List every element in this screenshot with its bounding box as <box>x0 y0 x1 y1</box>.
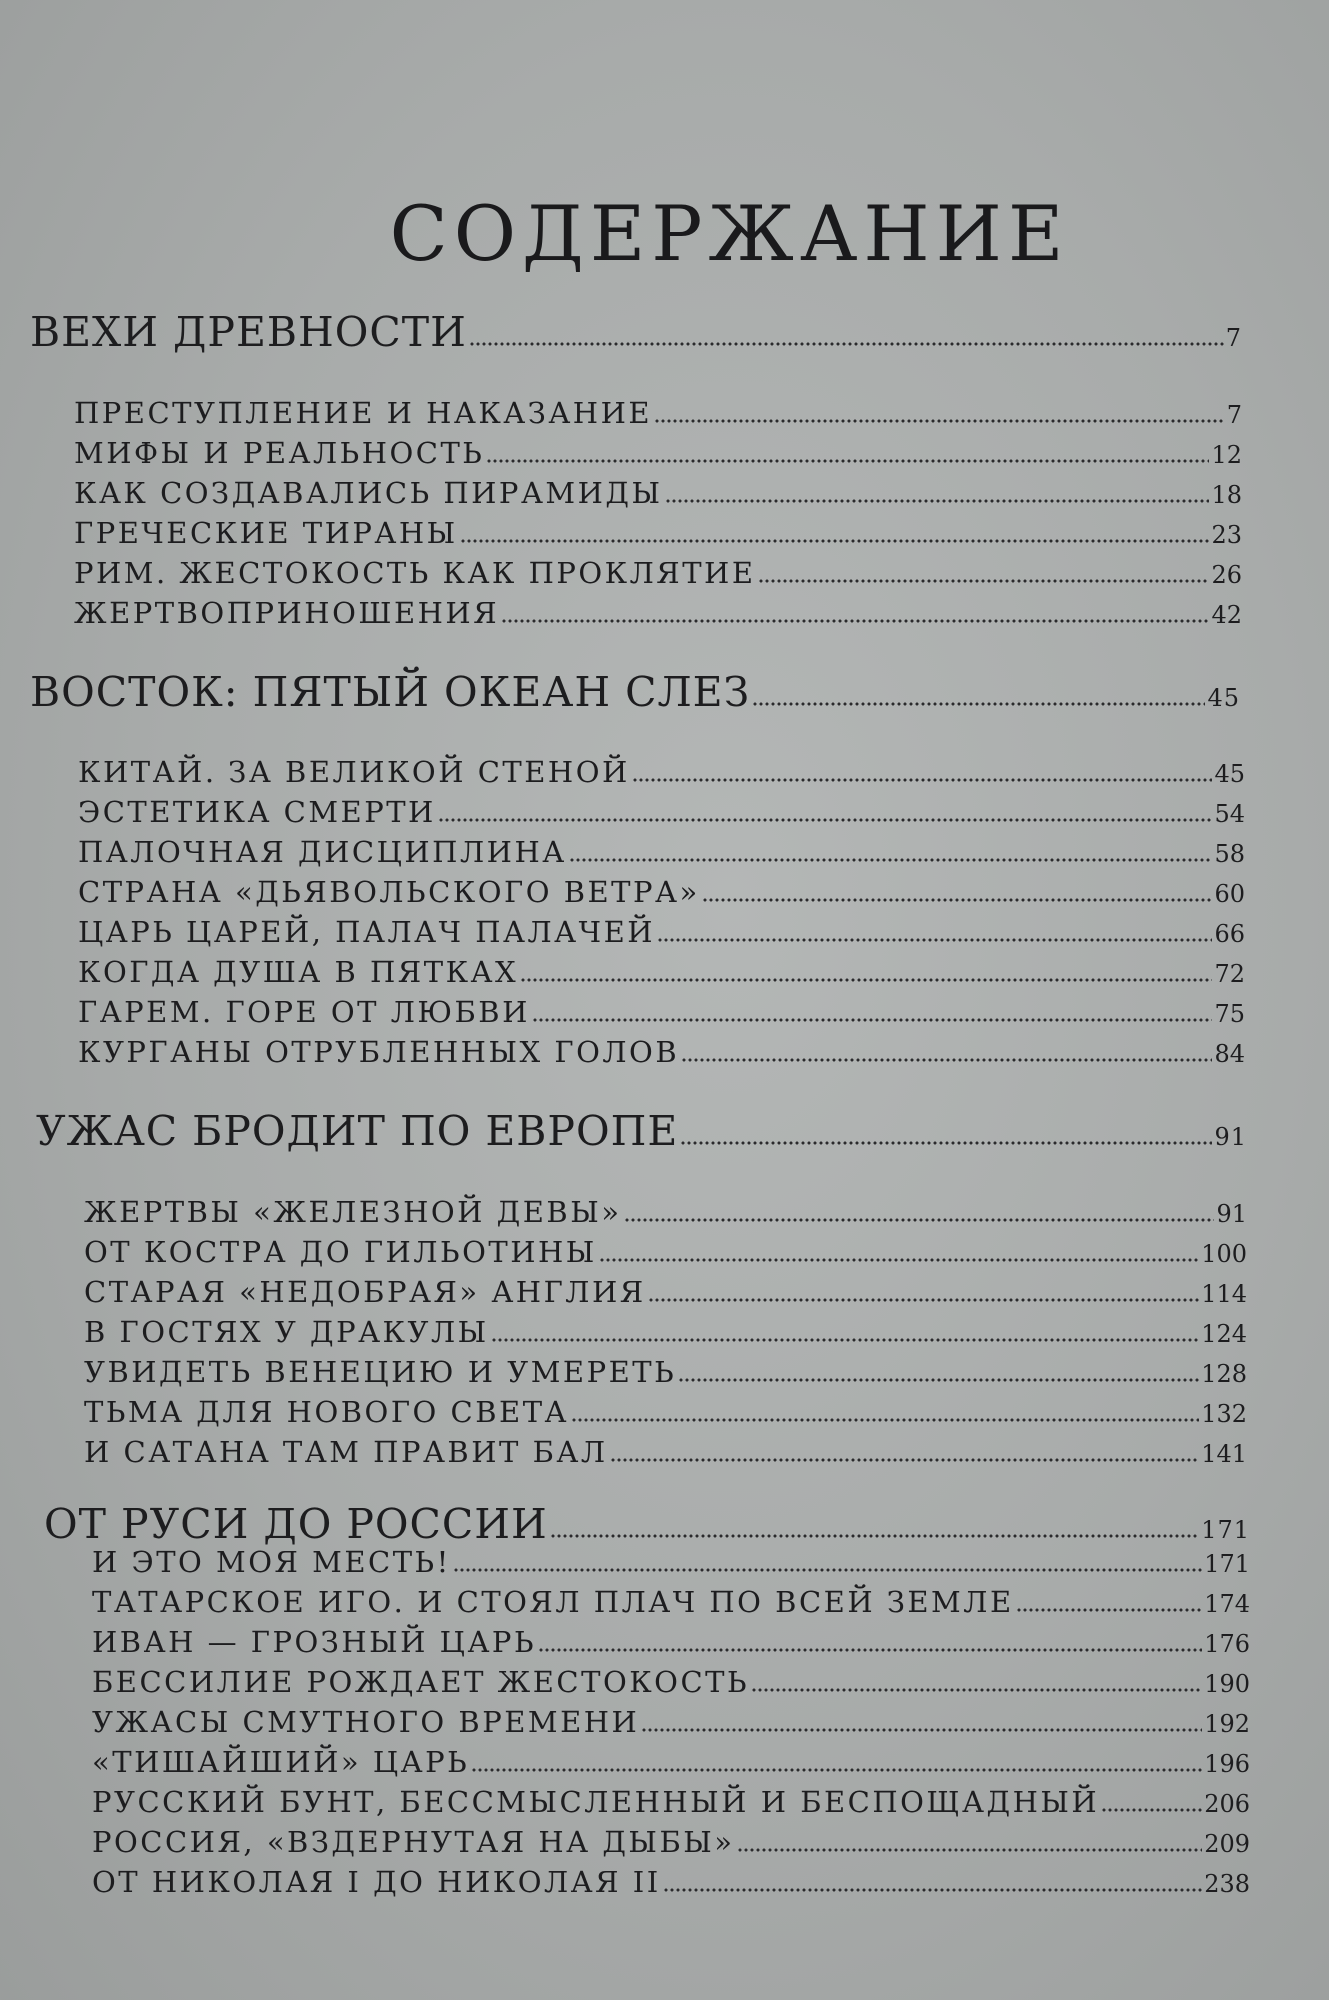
toc-entry-label: РУССКИЙ БУНТ, БЕССМЫСЛЕННЫЙ И БЕСПОЩАДНЫЙ <box>92 1785 1100 1819</box>
toc-entry-label: В ГОСТЯХ У ДРАКУЛЫ <box>84 1315 489 1349</box>
toc-entry-label: МИФЫ И РЕАЛЬНОСТЬ <box>74 436 485 470</box>
toc-section-label: ВОСТОК: ПЯТЫЙ ОКЕАН СЛЕЗ <box>30 668 751 716</box>
toc-entry <box>84 1235 1247 1269</box>
toc-entry <box>92 1585 1250 1619</box>
dot-leader <box>680 1131 1212 1145</box>
toc-section <box>36 1107 1247 1155</box>
toc-section-label: ВЕХИ ДРЕВНОСТИ <box>30 308 467 356</box>
dot-leader <box>491 1332 1200 1342</box>
dot-leader <box>550 1524 1199 1538</box>
toc-entry <box>78 1035 1245 1069</box>
toc-entry-page-number: 196 <box>1204 1750 1250 1778</box>
toc-entry-page-number: 238 <box>1204 1870 1250 1898</box>
toc-entry-label: ПРЕСТУПЛЕНИЕ И НАКАЗАНИЕ <box>74 396 653 430</box>
dot-leader <box>758 573 1210 583</box>
toc-entry <box>92 1865 1250 1899</box>
toc-entry <box>92 1745 1250 1779</box>
toc-entry-page-number: 174 <box>1204 1590 1250 1618</box>
toc-entry-page-number: 124 <box>1201 1320 1247 1348</box>
toc-entry-label: И САТАНА ТАМ ПРАВИТ БАЛ <box>84 1435 608 1469</box>
dot-leader <box>751 1682 1202 1692</box>
toc-section-page-number: 91 <box>1214 1123 1247 1151</box>
toc-entry <box>84 1195 1247 1229</box>
toc-entry-label: КАК СОЗДАВАЛИСЬ ПИРАМИДЫ <box>74 476 663 510</box>
dot-leader <box>665 493 1210 503</box>
toc-entry-page-number: 128 <box>1201 1360 1247 1388</box>
toc-section <box>30 668 1240 716</box>
toc-entry-page-number: 66 <box>1214 920 1245 948</box>
toc-section-page-number: 7 <box>1225 324 1242 352</box>
toc-entry-label: ГРЕЧЕСКИЕ ТИРАНЫ <box>74 516 458 550</box>
dot-leader <box>453 1562 1202 1572</box>
toc-entry-label: БЕССИЛИЕ РОЖДАЕТ ЖЕСТОКОСТЬ <box>92 1665 750 1699</box>
toc-entry <box>74 436 1242 470</box>
toc-entry <box>84 1435 1247 1469</box>
toc-entry-page-number: 206 <box>1204 1790 1250 1818</box>
toc-entry-label: СТРАНА «ДЬЯВОЛЬСКОГО ВЕТРА» <box>78 875 700 909</box>
dot-leader <box>569 852 1213 862</box>
toc-section-page-number: 171 <box>1201 1516 1250 1544</box>
toc-entry-page-number: 171 <box>1204 1550 1250 1578</box>
toc-entry-page-number: 75 <box>1214 1000 1245 1028</box>
toc-entry <box>92 1545 1250 1579</box>
toc-entry-label: ЖЕРТВЫ «ЖЕЛЕЗНОЙ ДЕВЫ» <box>84 1195 622 1229</box>
toc-entry-label: ТАТАРСКОЕ ИГО. И СТОЯЛ ПЛАЧ ПО ВСЕЙ ЗЕМЛЕ <box>92 1585 1014 1619</box>
toc-entry <box>74 596 1242 630</box>
dot-leader <box>648 1292 1199 1302</box>
toc-entry <box>74 476 1242 510</box>
dot-leader <box>599 1252 1199 1262</box>
toc-entry-page-number: 45 <box>1214 760 1245 788</box>
toc-section <box>44 1500 1250 1548</box>
toc-entry-page-number: 72 <box>1214 960 1245 988</box>
toc-entry-page-number: 84 <box>1214 1040 1245 1068</box>
toc-entry-label: СТАРАЯ «НЕДОБРАЯ» АНГЛИЯ <box>84 1275 646 1309</box>
toc-entry-label: РОССИЯ, «ВЗДЕРНУТАЯ НА ДЫБЫ» <box>92 1825 735 1859</box>
toc-entry-label: ЦАРЬ ЦАРЕЙ, ПАЛАЧ ПАЛАЧЕЙ <box>78 915 656 949</box>
toc-entry <box>84 1275 1247 1309</box>
dot-leader <box>624 1212 1215 1222</box>
dot-leader <box>632 772 1213 782</box>
toc-entry-page-number: 7 <box>1226 401 1242 429</box>
toc-entry <box>78 835 1245 869</box>
toc-entry <box>78 995 1245 1029</box>
toc-section-label: УЖАС БРОДИТ ПО ЕВРОПЕ <box>36 1107 679 1155</box>
toc-entry-page-number: 141 <box>1201 1440 1247 1468</box>
toc-entry-page-number: 209 <box>1204 1830 1250 1858</box>
toc-entry <box>78 875 1245 909</box>
toc-entry-label: УВИДЕТЬ ВЕНЕЦИЮ И УМЕРЕТЬ <box>84 1355 677 1389</box>
toc-entry-page-number: 100 <box>1201 1240 1247 1268</box>
toc-entry-page-number: 26 <box>1211 561 1242 589</box>
toc-entry <box>74 556 1242 590</box>
dot-leader <box>469 332 1224 346</box>
page-title: СОДЕРЖАНИЕ <box>389 188 1070 278</box>
toc-entry <box>78 755 1245 789</box>
toc-entry-label: ТЬМА ДЛЯ НОВОГО СВЕТА <box>84 1395 569 1429</box>
toc-entry <box>78 915 1245 949</box>
toc-entry-label: ОТ НИКОЛАЯ I ДО НИКОЛАЯ II <box>92 1865 661 1899</box>
toc-entry <box>74 516 1242 550</box>
toc-entry <box>84 1355 1247 1389</box>
dot-leader <box>752 692 1205 706</box>
toc-entry <box>78 955 1245 989</box>
toc-entry-page-number: 23 <box>1211 521 1242 549</box>
toc-entry-label: КОГДА ДУША В ПЯТКАХ <box>78 955 519 989</box>
toc-entry-page-number: 91 <box>1216 1200 1247 1228</box>
toc-entry-label: «ТИШАЙШИЙ» ЦАРЬ <box>92 1745 470 1779</box>
dot-leader <box>520 972 1212 982</box>
dot-leader <box>610 1452 1200 1462</box>
dot-leader <box>538 1642 1202 1652</box>
dot-leader <box>471 1762 1202 1772</box>
dot-leader <box>438 812 1213 822</box>
toc-entry-page-number: 12 <box>1211 441 1242 469</box>
toc-section-page-number: 45 <box>1207 684 1240 712</box>
toc-entry-page-number: 190 <box>1204 1670 1250 1698</box>
toc-entry-label: ИВАН — ГРОЗНЫЙ ЦАРЬ <box>92 1625 536 1659</box>
toc-entry <box>92 1705 1250 1739</box>
dot-leader <box>486 453 1209 463</box>
toc-entry-page-number: 60 <box>1214 880 1245 908</box>
dot-leader <box>678 1372 1199 1382</box>
toc-entry-label: КИТАЙ. ЗА ВЕЛИКОЙ СТЕНОЙ <box>78 755 630 789</box>
toc-entry-page-number: 114 <box>1201 1280 1247 1308</box>
toc-entry <box>78 795 1245 829</box>
toc-section-label: ОТ РУСИ ДО РОССИИ <box>44 1500 548 1548</box>
toc-entry-label: КУРГАНЫ ОТРУБЛЕННЫХ ГОЛОВ <box>78 1035 680 1069</box>
toc-entry <box>92 1665 1250 1699</box>
toc-entry <box>92 1785 1250 1819</box>
dot-leader <box>681 1052 1212 1062</box>
toc-entry-page-number: 18 <box>1211 481 1242 509</box>
dot-leader <box>641 1722 1202 1732</box>
toc-entry-page-number: 192 <box>1204 1710 1250 1738</box>
dot-leader <box>654 413 1225 423</box>
dot-leader <box>532 1012 1213 1022</box>
toc-entry-label: ОТ КОСТРА ДО ГИЛЬОТИНЫ <box>84 1235 597 1269</box>
toc-entry-label: ЭСТЕТИКА СМЕРТИ <box>78 795 436 829</box>
dot-leader <box>737 1842 1203 1852</box>
dot-leader <box>657 932 1212 942</box>
toc-entry-label: ГАРЕМ. ГОРЕ ОТ ЛЮБВИ <box>78 995 530 1029</box>
toc-entry-label: И ЭТО МОЯ МЕСТЬ! <box>92 1545 451 1579</box>
toc-entry-page-number: 58 <box>1214 840 1245 868</box>
toc-entry-label: УЖАСЫ СМУТНОГО ВРЕМЕНИ <box>92 1705 640 1739</box>
toc-entry-page-number: 176 <box>1204 1630 1250 1658</box>
dot-leader <box>663 1882 1202 1892</box>
dot-leader <box>571 1412 1199 1422</box>
dot-leader <box>460 533 1210 543</box>
toc-entry <box>92 1625 1250 1659</box>
toc-entry-page-number: 42 <box>1211 601 1242 629</box>
toc-entry <box>74 396 1242 430</box>
dot-leader <box>1101 1802 1202 1812</box>
toc-entry-label: ПАЛОЧНАЯ ДИСЦИПЛИНА <box>78 835 567 869</box>
toc-section <box>30 308 1242 356</box>
toc-entry <box>84 1395 1247 1429</box>
toc-entry-label: ЖЕРТВОПРИНОШЕНИЯ <box>74 596 500 630</box>
toc-entry <box>84 1315 1247 1349</box>
dot-leader <box>1016 1602 1203 1612</box>
toc-entry <box>92 1825 1250 1859</box>
dot-leader <box>501 613 1209 623</box>
dot-leader <box>702 892 1213 902</box>
toc-entry-label: РИМ. ЖЕСТОКОСТЬ КАК ПРОКЛЯТИЕ <box>74 556 756 590</box>
toc-entry-page-number: 54 <box>1214 800 1245 828</box>
toc-entry-page-number: 132 <box>1201 1400 1247 1428</box>
